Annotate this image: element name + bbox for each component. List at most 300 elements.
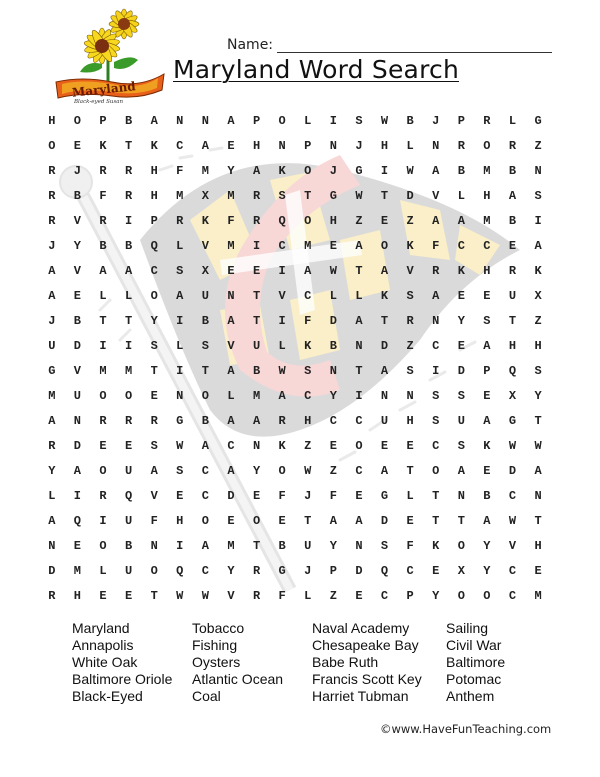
grid-cell[interactable]: R	[48, 164, 56, 178]
grid-cell[interactable]: A	[534, 239, 542, 253]
grid-cell[interactable]: C	[278, 239, 286, 253]
grid-cell[interactable]: C	[329, 414, 337, 428]
grid-cell[interactable]: F	[150, 514, 158, 528]
grid-cell[interactable]: O	[99, 464, 107, 478]
grid-cell[interactable]: D	[380, 339, 389, 353]
grid-cell[interactable]: M	[124, 364, 133, 378]
grid-cell[interactable]: E	[150, 389, 158, 403]
grid-cell[interactable]: E	[534, 564, 542, 578]
grid-cell[interactable]: B	[406, 114, 414, 128]
grid-cell[interactable]: L	[508, 114, 517, 128]
grid-cell[interactable]: L	[99, 564, 107, 578]
grid-cell[interactable]: W	[406, 164, 414, 178]
grid-cell[interactable]: R	[278, 414, 286, 428]
grid-cell[interactable]: A	[124, 264, 133, 278]
grid-cell[interactable]: R	[99, 414, 107, 428]
grid-cell[interactable]: T	[304, 189, 312, 203]
grid-cell[interactable]: O	[150, 564, 158, 578]
grid-cell[interactable]: N	[355, 539, 363, 553]
grid-cell[interactable]: C	[508, 589, 517, 603]
grid-cell[interactable]: J	[48, 314, 56, 328]
grid-cell[interactable]: L	[48, 489, 56, 503]
grid-cell[interactable]: R	[99, 214, 107, 228]
grid-cell[interactable]: B	[252, 364, 261, 378]
grid-cell[interactable]: K	[201, 214, 209, 228]
grid-cell[interactable]: C	[432, 339, 440, 353]
grid-cell[interactable]: E	[406, 439, 414, 453]
grid-cell[interactable]: K	[278, 164, 286, 178]
grid-cell[interactable]: H	[406, 414, 414, 428]
grid-cell[interactable]: R	[150, 414, 158, 428]
grid-cell[interactable]: H	[304, 414, 312, 428]
grid-cell[interactable]: E	[457, 339, 465, 353]
grid-cell[interactable]: Y	[252, 464, 261, 478]
grid-cell[interactable]: Y	[48, 464, 56, 478]
grid-cell[interactable]: E	[457, 289, 465, 303]
grid-cell[interactable]: Z	[355, 214, 363, 228]
grid-cell[interactable]: O	[304, 214, 312, 228]
grid-cell[interactable]: X	[457, 564, 465, 578]
grid-cell[interactable]: Y	[432, 589, 440, 603]
grid-cell[interactable]: R	[124, 189, 133, 203]
grid-cell[interactable]: C	[406, 564, 414, 578]
grid-cell[interactable]: K	[278, 439, 286, 453]
grid-cell[interactable]: A	[48, 514, 56, 528]
grid-cell[interactable]: D	[227, 489, 235, 503]
grid-cell[interactable]: V	[201, 239, 209, 253]
grid-cell[interactable]: E	[227, 514, 235, 528]
grid-cell[interactable]: B	[201, 314, 209, 328]
grid-cell[interactable]: S	[483, 314, 491, 328]
grid-cell[interactable]: H	[534, 339, 542, 353]
grid-cell[interactable]: N	[432, 314, 440, 328]
grid-cell[interactable]: I	[252, 239, 261, 253]
grid-cell[interactable]: D	[48, 564, 56, 578]
grid-cell[interactable]: Y	[457, 314, 465, 328]
grid-cell[interactable]: K	[406, 239, 414, 253]
grid-cell[interactable]: I	[278, 264, 286, 278]
grid-cell[interactable]: R	[252, 214, 261, 228]
grid-cell[interactable]: B	[99, 239, 107, 253]
grid-cell[interactable]: R	[124, 164, 133, 178]
grid-cell[interactable]: C	[304, 289, 312, 303]
grid-cell[interactable]: N	[534, 489, 542, 503]
grid-cell[interactable]: A	[380, 264, 389, 278]
grid-cell[interactable]: D	[73, 339, 81, 353]
grid-cell[interactable]: R	[432, 264, 440, 278]
grid-cell[interactable]: S	[176, 464, 184, 478]
grid-cell[interactable]: O	[483, 139, 491, 153]
grid-cell[interactable]: K	[380, 289, 389, 303]
grid-cell[interactable]: V	[432, 189, 440, 203]
grid-cell[interactable]: Z	[534, 139, 542, 153]
grid-cell[interactable]: J	[355, 139, 363, 153]
grid-cell[interactable]: Y	[150, 314, 158, 328]
grid-cell[interactable]: L	[227, 389, 235, 403]
grid-cell[interactable]: S	[534, 189, 542, 203]
grid-cell[interactable]: U	[124, 514, 133, 528]
grid-cell[interactable]: A	[227, 364, 235, 378]
grid-cell[interactable]: M	[201, 164, 209, 178]
grid-cell[interactable]: A	[380, 364, 389, 378]
grid-cell[interactable]: C	[176, 139, 184, 153]
grid-cell[interactable]: P	[304, 139, 312, 153]
grid-cell[interactable]: A	[48, 414, 56, 428]
grid-cell[interactable]: A	[304, 264, 312, 278]
grid-cell[interactable]: W	[176, 439, 184, 453]
grid-cell[interactable]: M	[252, 389, 261, 403]
grid-cell[interactable]: C	[355, 414, 363, 428]
grid-cell[interactable]: A	[73, 464, 81, 478]
grid-cell[interactable]: N	[150, 539, 158, 553]
grid-cell[interactable]: U	[201, 289, 209, 303]
grid-cell[interactable]: N	[252, 439, 261, 453]
grid-cell[interactable]: W	[176, 589, 184, 603]
grid-cell[interactable]: T	[150, 364, 158, 378]
grid-cell[interactable]: F	[99, 189, 107, 203]
grid-cell[interactable]: A	[176, 289, 184, 303]
grid-cell[interactable]: E	[329, 239, 337, 253]
grid-cell[interactable]: N	[380, 389, 389, 403]
grid-cell[interactable]: K	[150, 139, 158, 153]
grid-cell[interactable]: S	[432, 414, 440, 428]
grid-cell[interactable]: H	[483, 189, 491, 203]
grid-cell[interactable]: T	[124, 314, 133, 328]
grid-cell[interactable]: A	[355, 239, 363, 253]
grid-cell[interactable]: C	[508, 489, 517, 503]
grid-cell[interactable]: Q	[508, 364, 517, 378]
grid-cell[interactable]: F	[278, 489, 286, 503]
grid-cell[interactable]: O	[201, 514, 209, 528]
grid-cell[interactable]: R	[406, 314, 414, 328]
grid-cell[interactable]: H	[176, 514, 184, 528]
grid-cell[interactable]: T	[304, 514, 312, 528]
grid-cell[interactable]: L	[278, 339, 286, 353]
grid-cell[interactable]: I	[73, 489, 81, 503]
grid-cell[interactable]: R	[252, 564, 261, 578]
grid-cell[interactable]: A	[252, 414, 261, 428]
grid-cell[interactable]: I	[176, 539, 184, 553]
grid-cell[interactable]: L	[176, 339, 184, 353]
grid-cell[interactable]: R	[124, 414, 133, 428]
grid-cell[interactable]: E	[124, 439, 133, 453]
grid-cell[interactable]: H	[380, 139, 389, 153]
grid-cell[interactable]: N	[73, 414, 81, 428]
grid-cell[interactable]: T	[432, 514, 440, 528]
grid-cell[interactable]: C	[201, 564, 209, 578]
grid-cell[interactable]: E	[227, 139, 235, 153]
grid-cell[interactable]: W	[278, 364, 286, 378]
grid-cell[interactable]: G	[278, 564, 286, 578]
grid-cell[interactable]: R	[176, 214, 184, 228]
grid-cell[interactable]: A	[457, 214, 465, 228]
grid-cell[interactable]: G	[508, 414, 517, 428]
grid-cell[interactable]: E	[483, 289, 491, 303]
grid-cell[interactable]: Z	[406, 339, 414, 353]
grid-cell[interactable]: A	[227, 414, 235, 428]
grid-cell[interactable]: L	[355, 289, 363, 303]
grid-cell[interactable]: M	[99, 364, 107, 378]
grid-cell[interactable]: B	[278, 539, 286, 553]
grid-cell[interactable]: I	[99, 514, 107, 528]
grid-cell[interactable]: Y	[329, 389, 337, 403]
grid-cell[interactable]: R	[48, 589, 56, 603]
grid-cell[interactable]: R	[252, 589, 261, 603]
grid-cell[interactable]: A	[278, 389, 286, 403]
grid-cell[interactable]: D	[406, 189, 414, 203]
grid-cell[interactable]: C	[355, 464, 363, 478]
grid-cell[interactable]: C	[201, 464, 209, 478]
grid-cell[interactable]: O	[457, 539, 465, 553]
grid-cell[interactable]: A	[355, 514, 363, 528]
grid-cell[interactable]: O	[355, 439, 363, 453]
grid-cell[interactable]: T	[252, 289, 261, 303]
grid-cell[interactable]: K	[304, 339, 312, 353]
grid-cell[interactable]: E	[73, 539, 81, 553]
grid-cell[interactable]: M	[534, 589, 542, 603]
grid-cell[interactable]: Z	[329, 464, 337, 478]
grid-cell[interactable]: P	[150, 214, 158, 228]
grid-cell[interactable]: B	[201, 414, 209, 428]
grid-cell[interactable]: N	[534, 164, 542, 178]
grid-cell[interactable]: G	[355, 164, 363, 178]
grid-cell[interactable]: Y	[73, 239, 81, 253]
grid-cell[interactable]: E	[176, 489, 184, 503]
grid-cell[interactable]: T	[355, 364, 363, 378]
grid-cell[interactable]: N	[201, 114, 209, 128]
grid-cell[interactable]: A	[432, 164, 440, 178]
grid-cell[interactable]: Y	[329, 539, 337, 553]
grid-cell[interactable]: S	[150, 439, 158, 453]
grid-cell[interactable]: Z	[329, 589, 337, 603]
grid-cell[interactable]: Q	[278, 214, 286, 228]
grid-cell[interactable]: S	[201, 339, 209, 353]
grid-cell[interactable]: G	[329, 189, 337, 203]
grid-cell[interactable]: L	[176, 239, 184, 253]
grid-cell[interactable]: P	[252, 114, 261, 128]
grid-cell[interactable]: E	[329, 439, 337, 453]
grid-cell[interactable]: E	[252, 489, 261, 503]
grid-cell[interactable]: A	[201, 539, 209, 553]
grid-cell[interactable]: B	[124, 539, 133, 553]
grid-cell[interactable]: R	[48, 214, 56, 228]
grid-cell[interactable]: N	[432, 139, 440, 153]
grid-cell[interactable]: O	[252, 514, 261, 528]
grid-cell[interactable]: P	[99, 114, 107, 128]
grid-cell[interactable]: O	[150, 289, 158, 303]
grid-cell[interactable]: F	[304, 314, 312, 328]
grid-cell[interactable]: N	[48, 539, 56, 553]
grid-cell[interactable]: E	[380, 214, 389, 228]
grid-cell[interactable]: U	[380, 414, 389, 428]
grid-cell[interactable]: S	[304, 364, 312, 378]
grid-cell[interactable]: P	[406, 589, 414, 603]
grid-cell[interactable]: N	[406, 389, 414, 403]
grid-cell[interactable]: W	[508, 439, 517, 453]
grid-cell[interactable]: V	[150, 489, 158, 503]
grid-cell[interactable]: E	[380, 439, 389, 453]
grid-cell[interactable]: I	[124, 339, 133, 353]
grid-cell[interactable]: B	[457, 164, 465, 178]
grid-cell[interactable]: H	[73, 589, 81, 603]
grid-cell[interactable]: R	[508, 264, 517, 278]
grid-cell[interactable]: P	[329, 564, 337, 578]
grid-cell[interactable]: F	[227, 214, 235, 228]
grid-cell[interactable]: C	[483, 239, 491, 253]
grid-cell[interactable]: N	[457, 489, 465, 503]
grid-cell[interactable]: J	[329, 164, 337, 178]
grid-cell[interactable]: E	[124, 589, 133, 603]
grid-cell[interactable]: Y	[227, 164, 235, 178]
grid-cell[interactable]: B	[73, 314, 81, 328]
grid-cell[interactable]: X	[508, 389, 517, 403]
grid-cell[interactable]: V	[406, 264, 414, 278]
grid-cell[interactable]: D	[457, 364, 465, 378]
grid-cell[interactable]: S	[457, 389, 465, 403]
grid-cell[interactable]: C	[150, 264, 158, 278]
grid-cell[interactable]: W	[355, 189, 363, 203]
letter-grid[interactable]	[39, 109, 551, 609]
grid-cell[interactable]: M	[176, 189, 184, 203]
grid-cell[interactable]: B	[73, 189, 81, 203]
grid-cell[interactable]: E	[432, 564, 440, 578]
grid-cell[interactable]: N	[278, 139, 286, 153]
grid-cell[interactable]: V	[73, 214, 81, 228]
grid-cell[interactable]: D	[329, 314, 337, 328]
grid-cell[interactable]: V	[227, 589, 235, 603]
grid-cell[interactable]: S	[355, 114, 363, 128]
grid-cell[interactable]: L	[457, 189, 465, 203]
grid-cell[interactable]: N	[176, 114, 184, 128]
grid-cell[interactable]: U	[457, 414, 465, 428]
grid-cell[interactable]: R	[48, 439, 56, 453]
grid-cell[interactable]: C	[227, 439, 235, 453]
grid-cell[interactable]: H	[329, 214, 337, 228]
grid-cell[interactable]: V	[227, 339, 235, 353]
grid-cell[interactable]: I	[432, 364, 440, 378]
grid-cell[interactable]: O	[99, 539, 107, 553]
grid-cell[interactable]: V	[508, 539, 517, 553]
grid-cell[interactable]: E	[99, 589, 107, 603]
grid-cell[interactable]: T	[406, 464, 414, 478]
grid-cell[interactable]: M	[73, 564, 81, 578]
grid-cell[interactable]: E	[252, 264, 261, 278]
grid-cell[interactable]: E	[483, 464, 491, 478]
grid-cell[interactable]: Z	[304, 439, 312, 453]
grid-cell[interactable]: I	[176, 364, 184, 378]
grid-cell[interactable]: M	[227, 189, 235, 203]
grid-cell[interactable]: G	[534, 114, 542, 128]
grid-cell[interactable]: Q	[150, 239, 158, 253]
grid-cell[interactable]: J	[432, 114, 440, 128]
grid-cell[interactable]: O	[432, 464, 440, 478]
grid-cell[interactable]: K	[432, 539, 440, 553]
grid-cell[interactable]: X	[201, 264, 209, 278]
grid-cell[interactable]: A	[227, 464, 235, 478]
grid-cell[interactable]: M	[304, 239, 312, 253]
grid-cell[interactable]: N	[329, 139, 337, 153]
grid-cell[interactable]: M	[483, 164, 491, 178]
grid-cell[interactable]: F	[432, 239, 440, 253]
grid-cell[interactable]: L	[406, 139, 414, 153]
grid-cell[interactable]: O	[457, 589, 465, 603]
grid-cell[interactable]: S	[406, 364, 414, 378]
grid-cell[interactable]: S	[176, 264, 184, 278]
name-blank-line[interactable]	[277, 38, 552, 53]
grid-cell[interactable]: A	[432, 289, 440, 303]
grid-cell[interactable]: U	[124, 464, 133, 478]
grid-cell[interactable]: A	[201, 139, 209, 153]
grid-cell[interactable]: Z	[534, 314, 542, 328]
grid-cell[interactable]: E	[73, 289, 81, 303]
grid-cell[interactable]: C	[304, 389, 312, 403]
grid-cell[interactable]: E	[227, 264, 235, 278]
grid-cell[interactable]: E	[99, 439, 107, 453]
grid-cell[interactable]: K	[457, 264, 465, 278]
grid-cell[interactable]: U	[252, 339, 261, 353]
grid-cell[interactable]: Y	[483, 564, 491, 578]
grid-cell[interactable]: N	[355, 339, 363, 353]
grid-cell[interactable]: C	[432, 439, 440, 453]
grid-cell[interactable]: T	[534, 514, 542, 528]
grid-cell[interactable]: H	[508, 339, 517, 353]
grid-cell[interactable]: A	[329, 514, 337, 528]
grid-cell[interactable]: J	[304, 564, 312, 578]
grid-cell[interactable]: H	[483, 264, 491, 278]
grid-cell[interactable]: C	[201, 489, 209, 503]
grid-cell[interactable]: Y	[534, 389, 542, 403]
grid-cell[interactable]: A	[227, 314, 235, 328]
grid-cell[interactable]: A	[150, 464, 158, 478]
grid-cell[interactable]: G	[176, 414, 184, 428]
grid-cell[interactable]: J	[304, 489, 312, 503]
grid-cell[interactable]: Q	[73, 514, 81, 528]
grid-cell[interactable]: L	[99, 289, 107, 303]
grid-cell[interactable]: H	[150, 164, 158, 178]
grid-cell[interactable]: G	[48, 364, 56, 378]
grid-cell[interactable]: U	[508, 289, 517, 303]
grid-cell[interactable]: F	[406, 539, 414, 553]
grid-cell[interactable]: C	[380, 589, 389, 603]
grid-cell[interactable]: D	[508, 464, 517, 478]
grid-cell[interactable]: W	[534, 439, 542, 453]
grid-cell[interactable]: Z	[406, 214, 414, 228]
grid-cell[interactable]: R	[99, 489, 107, 503]
grid-cell[interactable]: A	[48, 264, 56, 278]
name-field[interactable]	[227, 37, 552, 53]
grid-cell[interactable]: L	[124, 289, 133, 303]
grid-cell[interactable]: I	[99, 339, 107, 353]
grid-cell[interactable]: T	[380, 314, 389, 328]
grid-cell[interactable]: W	[508, 514, 517, 528]
grid-cell[interactable]: W	[380, 114, 389, 128]
grid-cell[interactable]: R	[99, 164, 107, 178]
grid-cell[interactable]: X	[534, 289, 542, 303]
grid-cell[interactable]: A	[48, 289, 56, 303]
grid-cell[interactable]: T	[201, 364, 209, 378]
grid-cell[interactable]: I	[329, 114, 337, 128]
grid-cell[interactable]: W	[304, 464, 312, 478]
grid-cell[interactable]: R	[457, 139, 465, 153]
grid-cell[interactable]: O	[483, 589, 491, 603]
grid-cell[interactable]: V	[278, 289, 286, 303]
grid-cell[interactable]: S	[432, 389, 440, 403]
grid-cell[interactable]: E	[355, 489, 363, 503]
grid-cell[interactable]: I	[355, 389, 363, 403]
grid-cell[interactable]: O	[380, 239, 389, 253]
grid-cell[interactable]: E	[73, 139, 81, 153]
grid-cell[interactable]: B	[483, 489, 491, 503]
